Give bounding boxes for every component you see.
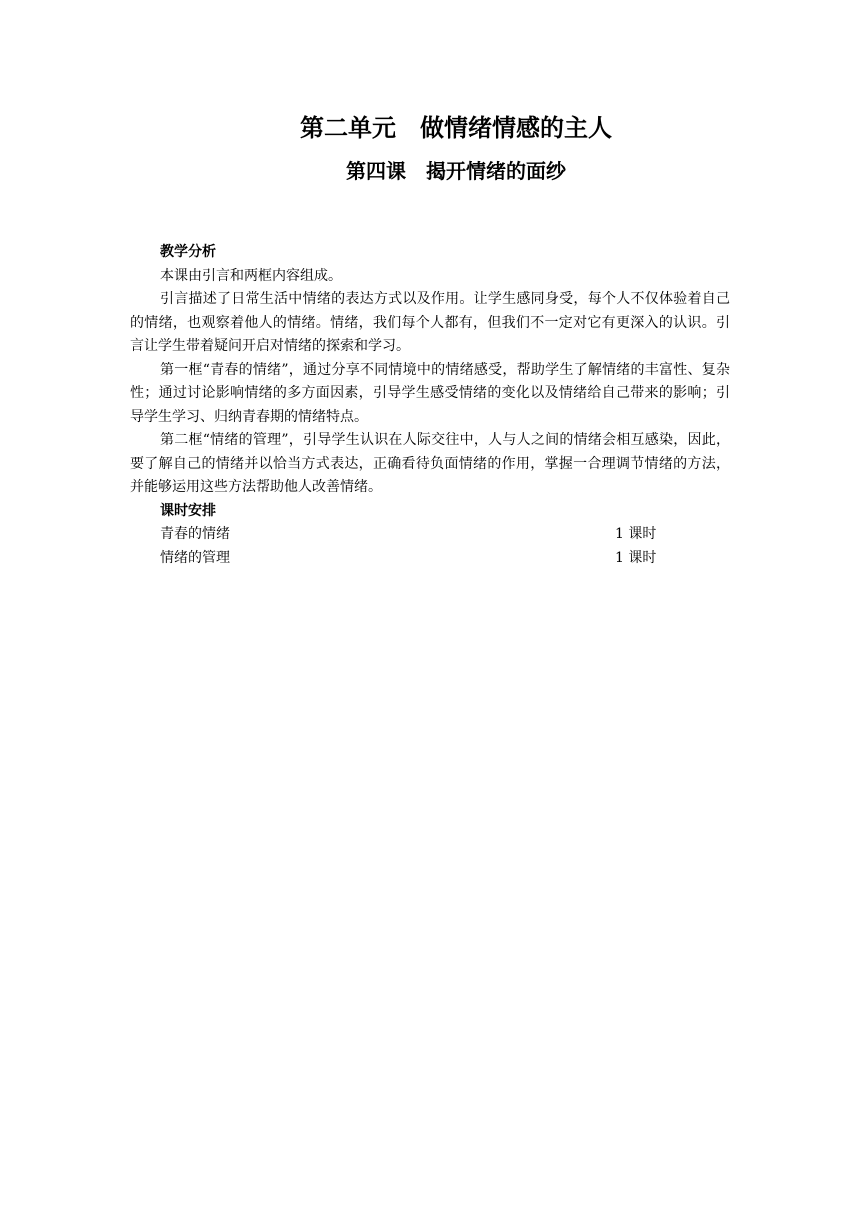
analysis-paragraph: 本课由引言和两框内容组成。 — [160, 267, 342, 284]
schedule-item-hours: 1 课时 — [615, 549, 657, 566]
section-heading-schedule: 课时安排 — [160, 502, 216, 519]
schedule-item-hours: 1 课时 — [615, 526, 657, 542]
analysis-paragraph: 第一框“青春的情绪”，通过分享不同情境中的情绪感受，帮助学生了解情绪的丰富性、复杂性；通过讨论影响情绪的多方面因素，引导学生感受情绪的变化以及情绪给自己带来的影响；引导学生学习、归纳青春期的情绪特点。 — [130, 361, 730, 425]
lesson-title: 第四课 揭开情绪的面纱 — [346, 159, 566, 183]
schedule-item-name: 情绪的管理 — [160, 549, 230, 566]
schedule-item-name: 青春的情绪 — [160, 526, 230, 542]
schedule-row — [130, 523, 730, 547]
document-body — [130, 241, 730, 570]
analysis-paragraph: 引言描述了日常生活中情绪的表达方式以及作用。让学生感同身受，每个人不仅体验着自己的情绪，也观察着他人的情绪。情绪，我们每个人都有，但我们不一定对它有更深入的认识。引言让学生带着疑问开启对情绪的探索和学习。 — [130, 291, 730, 354]
unit-title: 第二单元 做情绪情感的主人 — [300, 114, 612, 142]
section-heading-analysis: 教学分析 — [160, 244, 216, 260]
analysis-paragraph: 第二框“情绪的管理”，引导学生认识在人际交往中，人与人之间的情绪会相互感染，因此，要了解自己的情绪并以恰当方式表达，正确看待负面情绪的作用，掌握一合理调节情绪的方法，并能够运用这些方法帮助他人改善情绪。 — [130, 432, 730, 495]
schedule-row — [130, 547, 730, 571]
